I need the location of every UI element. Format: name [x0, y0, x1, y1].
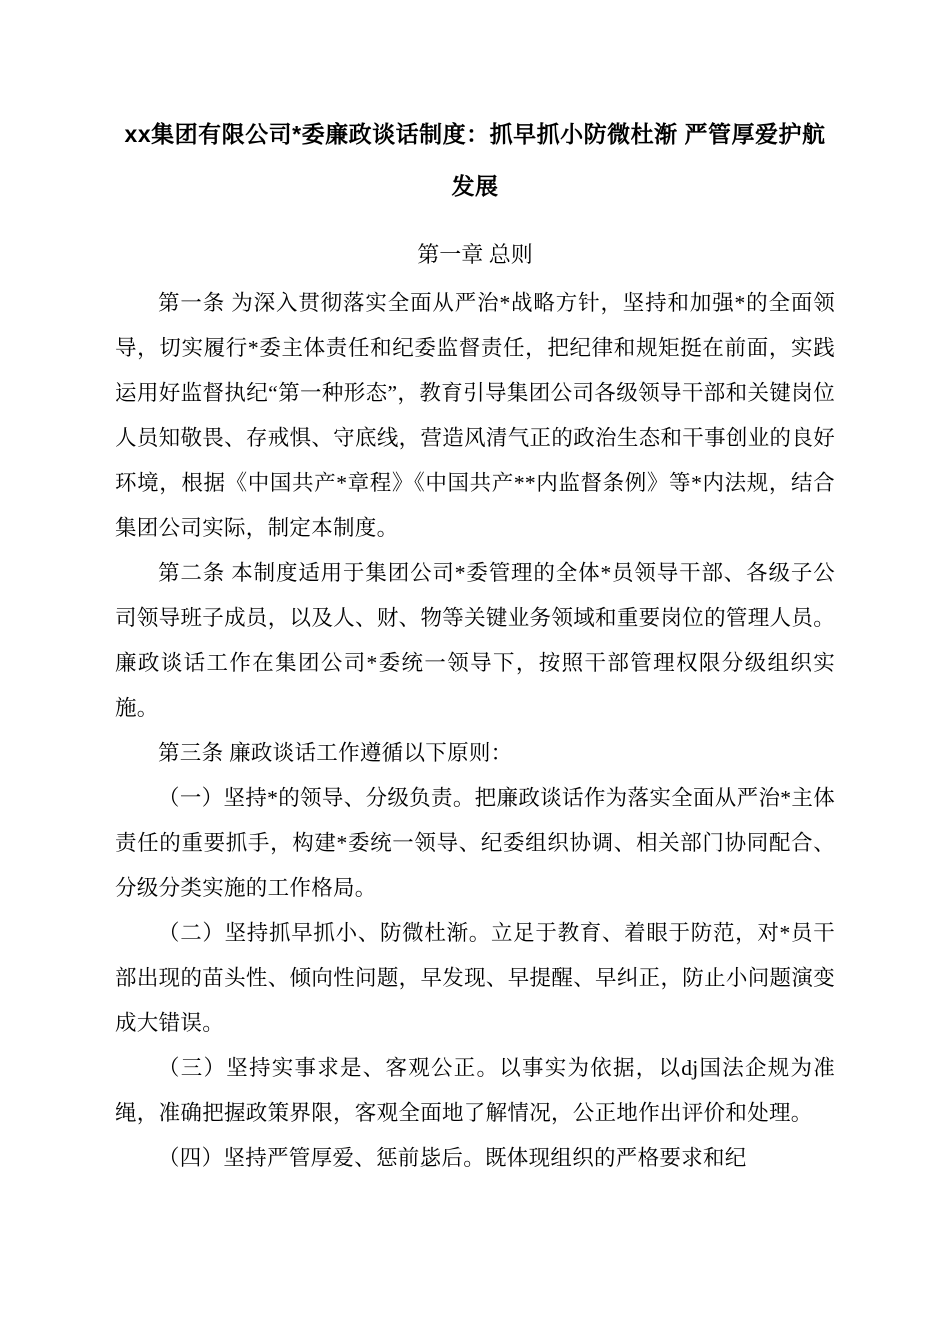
- paragraph-principle-4: （四）坚持严管厚爱、惩前毖后。既体现组织的严格要求和纪: [158, 1146, 747, 1170]
- paragraph-principle-2: （二）坚持抓早抓小、防微杜渐。立足于教育、着眼于防范，对*员干部出现的苗头性、倾向性问题，早发现、早提醒、早纠正，防止小问题演变成大错误。: [115, 921, 835, 1035]
- paragraph-principle-1: （一）坚持*的领导、分级负责。把廉政谈话作为落实全面从严治*主体责任的重要抓手，构建*委统一领导、纪委组织协调、相关部门协同配合、分级分类实施的工作格局。: [115, 786, 835, 900]
- paragraph-article-2: 第二条 本制度适用于集团公司*委管理的全体*员领导干部、各级子公司领导班子成员，以及人、财、物等关键业务领域和重要岗位的管理人员。廉政谈话工作在集团公司*委统一领导下，按照干部管理权限分级组织实施。: [115, 561, 835, 720]
- paragraph-article-3: 第三条 廉政谈话工作遵循以下原则：: [158, 741, 513, 765]
- chapter-heading: 第一章 总则: [417, 242, 533, 267]
- paragraph-principle-3: （三）坚持实事求是、客观公正。以事实为依据，以dj国法企规为准绳，准确把握政策界限，客观全面地了解情况，公正地作出评价和处理。: [115, 1056, 835, 1125]
- document-title: xx集团有限公司*委廉政谈话制度：抓早抓小防微杜渐 严管厚爱护航发展: [124, 121, 826, 199]
- paragraph-article-1: 第一条 为深入贯彻落实全面从严治*战略方针，坚持和加强*的全面领导，切实履行*委主体责任和纪委监督责任，把纪律和规矩挺在前面，实践运用好监督执纪“第一种形态”，教育引导集团公司各级领导干部和关键岗位人员知敬畏、存戒惧、守底线，营造风清气正的政治生态和干事创业的良好环境，根据《中国共产*章程》《中国共产**内监督条例》等*内法规，结合集团公司实际，制定本制度。: [115, 291, 835, 540]
